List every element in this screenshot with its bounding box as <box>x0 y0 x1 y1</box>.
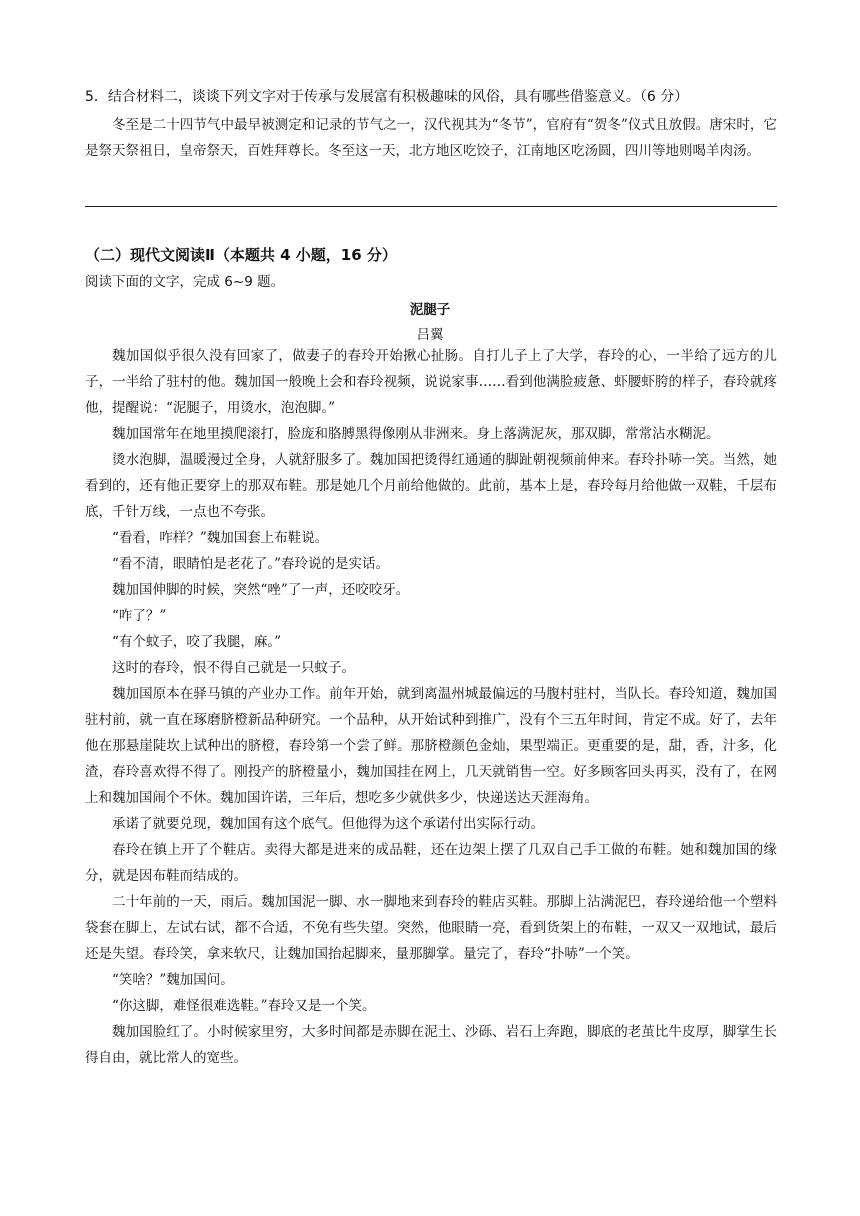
section-instruction: 阅读下面的文字，完成 6~9 题。 <box>85 274 285 290</box>
story-paragraph: “你这脚，难怪很难选鞋。”春玲又是一个笑。 <box>112 998 376 1014</box>
story-paragraph: “看不清，眼睛怕是老花了。”春玲说的是实话。 <box>112 556 390 572</box>
story-body <box>85 343 777 1071</box>
story-paragraph: 魏加国似乎很久没有回家了，做妻子的春玲开始揪心扯肠。自打儿子上了大学，春玲的心，一半给了远方的儿子，一半给了驻村的他。魏加国一般晚上会和春玲视频，说说家事……看到他满脸疲惫、虾腰虾胯的样子，春玲就疼他，提醒说：“泥腿子，用烫水，泡泡脚。” <box>85 348 777 416</box>
answer-line <box>85 206 777 207</box>
story-paragraph: “看看，咋样？”魏加国套上布鞋说。 <box>112 530 329 546</box>
section-heading: （二）现代文阅读Ⅱ（本题共 4 小题，16 分） <box>85 246 397 264</box>
story-paragraph: “咋了？” <box>112 608 167 624</box>
question-5-passage <box>85 112 777 164</box>
story-paragraph: 魏加国常年在地里摸爬滚打，脸庞和胳膊黑得像刚从非洲来。身上落满泥灰，那双脚，常常沾水糊泥。 <box>112 426 720 442</box>
story-paragraph: 这时的春玲，恨不得自己就是一只蚊子。 <box>112 660 355 676</box>
story-paragraph: 魏加国原本在驿马镇的产业办工作。前年开始，就到离温州城最偏远的马腹村驻村，当队长。春玲知道，魏加国驻村前，就一直在琢磨脐橙新品种研究。一个品种，从开始试种到推广，没有个三五年时间，肯定不成。好了，去年他在那悬崖陡坎上试种出的脐橙，春玲第一个尝了鲜。那脐橙颜色金灿，果型端正。更重要的是，甜，香，汁多，化渣，春玲喜欢得不得了。刚投产的脐橙量小，魏加国挂在网上，几天就销售一空。好多顾客回头再买，没有了，在网上和魏加国闹个不休。魏加国许诺，三年后，想吃多少就供多少，快递送达天涯海角。 <box>85 686 777 806</box>
story-paragraph: 魏加国脸红了。小时候家里穷，大多时间都是赤脚在泥土、沙砾、岩石上奔跑，脚底的老茧比牛皮厚，脚掌生长得自由，就比常人的宽些。 <box>85 1024 777 1066</box>
story-paragraph: 二十年前的一天，雨后。魏加国泥一脚、水一脚地来到春玲的鞋店买鞋。那脚上沾满泥巴，春玲递给他一个塑料袋套在脚上，左试右试，都不合适，不免有些失望。突然，他眼睛一亮，看到货架上的布鞋，一双又一双地试，最后还是失望。春玲笑，拿来软尺，让魏加国抬起脚来，量那脚掌。量完了，春玲“扑哧”一个笑。 <box>85 894 777 962</box>
story-paragraph: 承诺了就要兑现，魏加国有这个底气。但他得为这个承诺付出实际行动。 <box>112 816 544 832</box>
story-paragraph: 春玲在镇上开了个鞋店。卖得大都是进来的成品鞋，还在边架上摆了几双自己手工做的布鞋。她和魏加国的缘分，就是因布鞋而结成的。 <box>85 842 777 884</box>
passage-paragraph: 冬至是二十四节气中最早被测定和记录的节气之一，汉代视其为“冬节”，官府有“贺冬”仪式且放假。唐宋时，它是祭天祭祖日，皇帝祭天，百姓拜尊长。冬至这一天，北方地区吃饺子，江南地区吃汤圆，四川等地则喝羊肉汤。 <box>85 117 777 159</box>
story-paragraph: “笑啥？”魏加国问。 <box>112 972 234 988</box>
story-title: 泥腿子 <box>409 302 451 318</box>
question-5-prompt: 5．结合材料二，谈谈下列文字对于传承与发展富有积极趣味的风俗，具有哪些借鉴意义。（6 分） <box>85 89 689 105</box>
story-paragraph: “有个蚊子，咬了我腿，麻。” <box>112 634 282 650</box>
story-paragraph: 烫水泡脚，温暖漫过全身，人就舒服多了。魏加国把烫得红通通的脚趾朝视频前伸来。春玲扑哧一笑。当然，她看到的，还有他正要穿上的那双布鞋。那是她几个月前给他做的。此前，基本上是，春玲每月给他做一双鞋，千层布底，千针万线，一点也不夸张。 <box>85 452 777 520</box>
story-author: 吕翼 <box>416 327 444 343</box>
story-paragraph: 魏加国伸脚的时候，突然“唑”了一声，还咬咬牙。 <box>112 582 410 598</box>
